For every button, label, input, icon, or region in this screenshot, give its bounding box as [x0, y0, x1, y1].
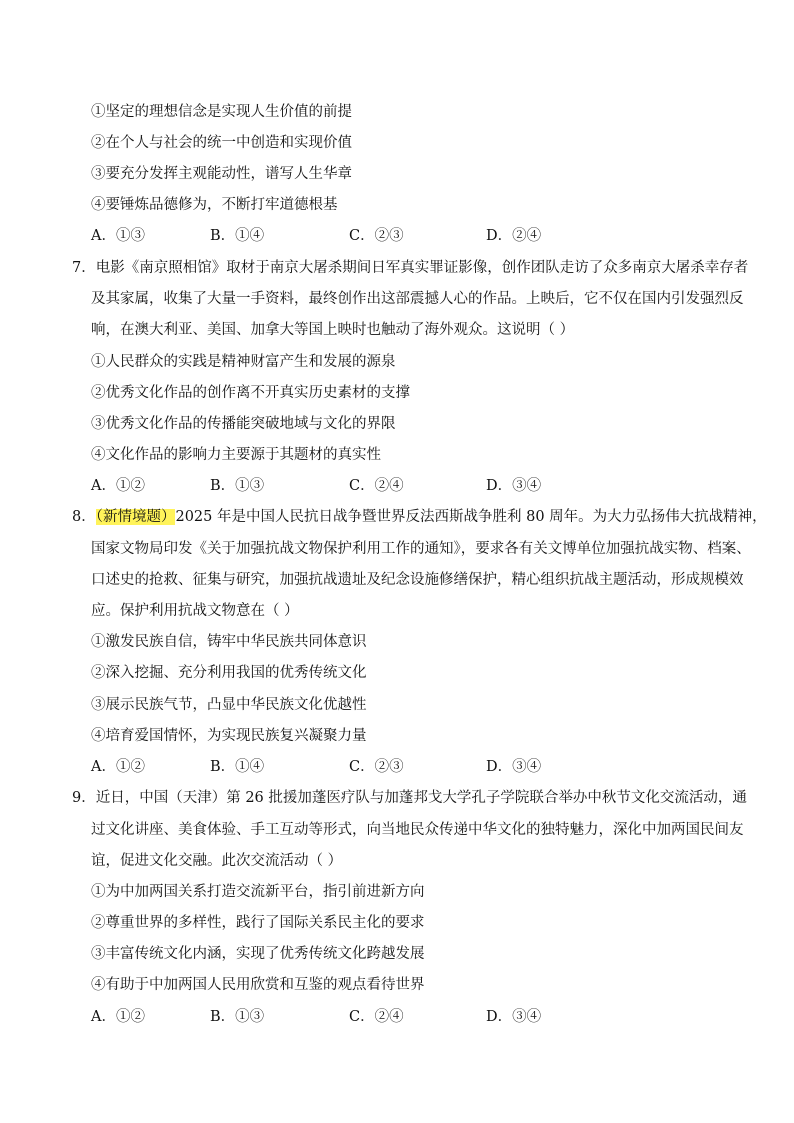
q9-statement-4: ④有助于中加两国人民用欣赏和互鉴的观点看待世界 [91, 977, 425, 993]
q7-option-d[interactable]: D．③④ [486, 478, 542, 494]
q8-stem-line-3: 口述史的抢救、征集与研究，加强抗战遗址及纪念设施修缮保护，精心组织抗战主题活动，形成规模效 [91, 572, 744, 588]
q8-statement-1: ①激发民族自信，铸牢中华民族共同体意识 [91, 634, 367, 650]
q8-statement-3: ③展示民族气节，凸显中华民族文化优越性 [91, 697, 367, 713]
q8-option-d[interactable]: D．③④ [486, 759, 542, 775]
q7-statement-2: ②优秀文化作品的创作离不开真实历史素材的支撑 [91, 385, 410, 401]
q7-stem-line-2: 及其家属，收集了大量一手资料，最终创作出这部震撼人心的作品。上映后，它不仅在国内引发强烈反 [91, 291, 744, 307]
q9-stem-line-1: 9．近日，中国（天津）第 26 批援加蓬医疗队与加蓬邦戈大学孔子学院联合举办中秋节文化交流活动，通 [72, 790, 747, 806]
q8-number: 8． [72, 509, 96, 525]
q9-option-c[interactable]: C．②④ [349, 1009, 404, 1025]
q9-statement-1: ①为中加两国关系打造交流新平台，指引前进新方向 [91, 884, 425, 900]
q6-option-c[interactable]: C．②③ [349, 228, 404, 244]
q8-stem-line-1 [72, 507, 767, 527]
q7-stem-line-1: 7．电影《南京照相馆》取材于南京大屠杀期间日军真实罪证影像，创作团队走访了众多南京大屠杀幸存者 [72, 260, 749, 276]
q8-stem-line-2: 国家文物局印发《关于加强抗战文物保护利用工作的通知》，要求各有关文博单位加强抗战实物、档案、 [91, 541, 751, 557]
q6-statement-3: ③要充分发挥主观能动性，谱写人生华章 [91, 166, 352, 182]
q8-statement-2: ②深入挖掘、充分利用我国的优秀传统文化 [91, 665, 367, 681]
q7-statement-4: ④文化作品的影响力主要源于其题材的真实性 [91, 447, 381, 463]
q7-option-a[interactable]: A．①② [91, 478, 145, 494]
q7-stem-line-3: 响，在澳大利亚、美国、加拿大等国上映时也触动了海外观众。这说明（ ） [91, 322, 575, 338]
q9-stem-line-2: 过文化讲座、美食体验、手工互动等形式，向当地民众传递中华文化的独特魅力，深化中加两国民间友 [91, 822, 744, 838]
q8-stem-line-4: 应。保护利用抗战文物意在（ ） [91, 603, 299, 619]
q8-statement-4: ④培育爱国情怀，为实现民族复兴凝聚力量 [91, 728, 367, 744]
q7-option-c[interactable]: C．②④ [349, 478, 404, 494]
q9-options [91, 1007, 651, 1027]
q9-statement-3: ③丰富传统文化内涵，实现了优秀传统文化跨越发展 [91, 946, 425, 962]
q6-option-d[interactable]: D．②④ [486, 228, 542, 244]
q6-statement-1: ①坚定的理想信念是实现人生价值的前提 [91, 104, 352, 120]
q8-option-a[interactable]: A．①② [91, 759, 145, 775]
q6-statement-2: ②在个人与社会的统一中创造和实现价值 [91, 135, 352, 151]
q8-stem-line-1-text: 2025 年是中国人民抗日战争暨世界反法西斯战争胜利 80 周年。为大力弘扬伟大抗战精神， [175, 509, 767, 525]
q9-statement-2: ②尊重世界的多样性，践行了国际关系民主化的要求 [91, 915, 425, 931]
q6-statement-4: ④要锤炼品德修为，不断打牢道德根基 [91, 197, 338, 213]
q8-option-b[interactable]: B．①④ [210, 759, 265, 775]
q6-option-b[interactable]: B．①④ [210, 228, 265, 244]
q8-option-c[interactable]: C．②③ [349, 759, 404, 775]
q9-option-a[interactable]: A．①② [91, 1009, 145, 1025]
q7-statement-3: ③优秀文化作品的传播能突破地域与文化的界限 [91, 416, 396, 432]
q9-option-b[interactable]: B．①③ [210, 1009, 265, 1025]
q8-options [91, 757, 651, 777]
q9-option-d[interactable]: D．③④ [486, 1009, 542, 1025]
q7-option-b[interactable]: B．①③ [210, 478, 265, 494]
new-context-tag: （新情境题） [95, 509, 176, 525]
q6-option-a[interactable]: A．①③ [91, 228, 145, 244]
q6-options [91, 226, 651, 246]
q7-options [91, 476, 651, 496]
q9-stem-line-3: 谊，促进文化交融。此次交流活动（ ） [91, 853, 343, 869]
q7-statement-1: ①人民群众的实践是精神财富产生和发展的源泉 [91, 354, 396, 370]
